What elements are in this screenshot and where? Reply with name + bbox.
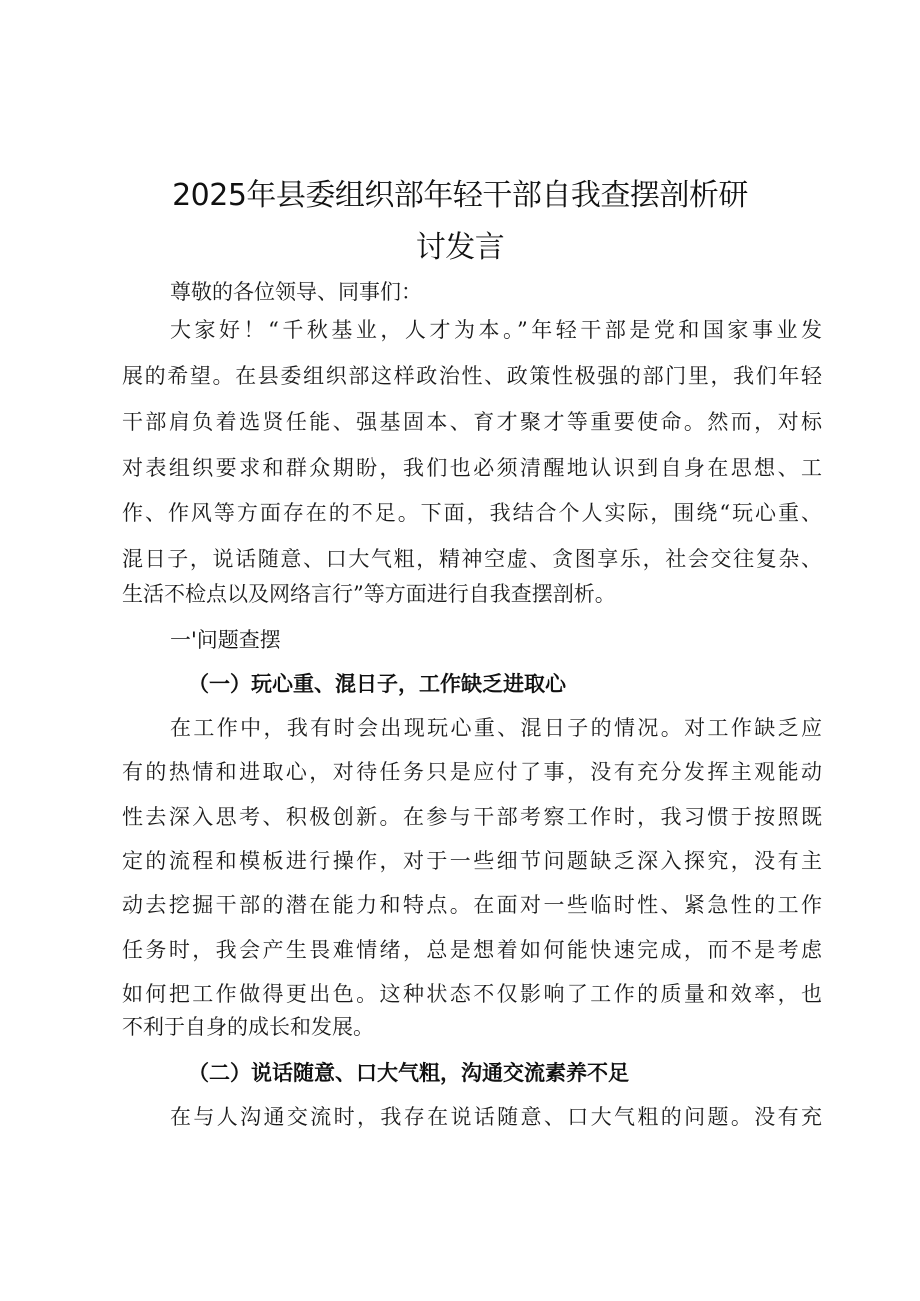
greeting: 尊敬的各位领导、同事们： bbox=[170, 280, 422, 304]
document-title-line-1: 2025年县委组织部年轻干部自我查摆剖析研 bbox=[172, 178, 748, 213]
paragraph-line: 任务时，我会产生畏难情绪，总是想着如何能快速完成，而不是考虑 bbox=[122, 938, 822, 962]
paragraph-line: 性去深入思考、积极创新。在参与干部考察工作时，我习惯于按照既 bbox=[122, 805, 822, 829]
paragraph-line: 作、作风等方面存在的不足。下面，我结合个人实际，围绕“玩心重、 bbox=[122, 501, 822, 525]
paragraph-line: 混日子，说话随意、口大气粗，精神空虚、贪图享乐，社会交往复杂、 bbox=[122, 547, 822, 571]
paragraph-line: 在与人沟通交流时，我存在说话随意、口大气粗的问题。没有充 bbox=[170, 1105, 822, 1129]
subsection-heading-1: （一）玩心重、混日子，工作缺乏进取心 bbox=[188, 671, 566, 696]
paragraph-line: 生活不检点以及网络言行”等方面进行自我查摆剖析。 bbox=[122, 582, 616, 606]
paragraph-line: 不利于自身的成长和发展。 bbox=[122, 1015, 374, 1039]
paragraph-line: 在工作中，我有时会出现玩心重、混日子的情况。对工作缺乏应 bbox=[170, 716, 822, 740]
paragraph-line: 如何把工作做得更出色。这种状态不仅影响了工作的质量和效率，也 bbox=[122, 982, 822, 1006]
paragraph-line: 对表组织要求和群众期盼，我们也必须清醒地认识到自身在思想、工 bbox=[122, 456, 822, 480]
document-title-line-2: 讨发言 bbox=[415, 230, 505, 265]
section-heading-1: 一'问题查摆 bbox=[170, 628, 281, 652]
paragraph-line: 定的流程和模板进行操作，对于一些细节问题缺乏深入探究，没有主 bbox=[122, 849, 822, 873]
paragraph-line: 干部肩负着选贤任能、强基固本、育才聚才等重要使命。然而，对标 bbox=[122, 410, 822, 434]
paragraph-line: 动去挖掘干部的潜在能力和特点。在面对一些临时性、紧急性的工作 bbox=[122, 893, 822, 917]
subsection-heading-2: （二）说话随意、口大气粗，沟通交流素养不足 bbox=[188, 1060, 629, 1085]
paragraph-line: 有的热情和进取心，对待任务只是应付了事，没有充分发挥主观能动 bbox=[122, 760, 822, 784]
paragraph-line: 展的希望。在县委组织部这样政治性、政策性极强的部门里，我们年轻 bbox=[122, 364, 822, 388]
paragraph-line: 大家好！“千秋基业，人才为本。”年轻干部是党和国家事业发 bbox=[170, 318, 822, 342]
